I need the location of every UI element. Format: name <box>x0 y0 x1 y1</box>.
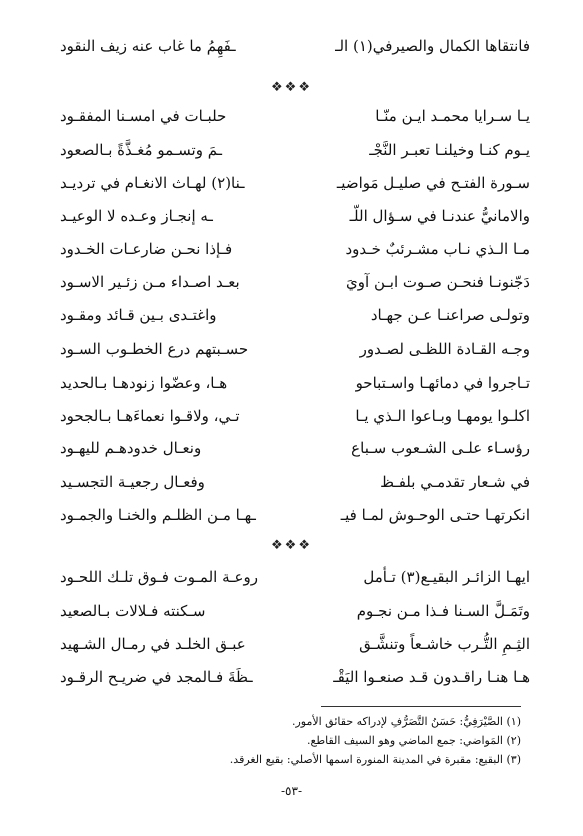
verse <box>60 564 530 590</box>
hemistich-right: فانتقاها الكمال والصيرفي(١) الـ <box>335 37 530 55</box>
hemistich-left: هـا، وعضّوا زنودهـا بـالحديد <box>60 374 228 392</box>
hemistich-right: مـا الـذي نـاب مشـرئبٌ خـدود <box>345 240 530 258</box>
verse <box>60 203 530 229</box>
verse <box>60 370 530 396</box>
verse <box>60 269 530 295</box>
verse <box>60 336 530 362</box>
verse <box>60 103 530 129</box>
footnote-rule <box>321 706 521 707</box>
hemistich-right: تـاجروا في دمائهـا واسـتباحو <box>355 374 530 392</box>
verse <box>60 302 530 328</box>
hemistich-right: وتَمَـلَّ السـنا فـذا مـن نجـوم <box>356 602 530 620</box>
hemistich-left: وفعـال رجعيـة التجسـيد <box>60 473 205 491</box>
hemistich-left: روعـة المـوت فـوق تلـك اللحـود <box>60 568 258 586</box>
verse <box>60 502 530 528</box>
verse <box>60 170 530 196</box>
verse <box>60 236 530 262</box>
hemistich-right: هـا هنـا راقـدون قـد صنعـوا اليَقْـ <box>333 668 530 686</box>
stanza-divider: ❖❖❖ <box>271 80 312 95</box>
hemistich-right: دَجّنونـا فنحـن صـوت ابـن آويَ <box>346 273 530 291</box>
hemistich-right: اكلـوا يومهـا وبـاعوا الـذي يـا <box>355 407 530 425</box>
hemistich-left: ـنا(٢) لهـاث الانغـام في ترديـد <box>60 174 245 192</box>
hemistich-right: سـورة الفتـح في صليـل مَواضيـ <box>336 174 530 192</box>
verse <box>60 469 530 495</box>
hemistich-right: في شـعار تقدمـي بلفـظ <box>380 473 530 491</box>
hemistich-right: والامانيُّ عندنـا في سـؤال اللّـ <box>349 207 530 225</box>
verse <box>60 435 530 461</box>
verse <box>60 664 530 690</box>
hemistich-left: حسـبتهم درع الخطـوب السـود <box>60 340 249 358</box>
footnote-2: (٢) المَواضي: جمع الماضي وهو السيف القاطع. <box>306 734 521 747</box>
hemistich-right: الثِـمِ التُّـرب خاشـعاً وتنشَّـق <box>359 635 530 653</box>
hemistich-right: يـوم كنـا وخيلنـا تعبـر النَّجْـ <box>369 141 530 159</box>
hemistich-left: تـي، ولاقـوا نعماءَهـا بـالجحود <box>60 407 240 425</box>
hemistich-left: سـكنته فـلالات بـالصعيد <box>60 602 206 620</box>
hemistich-right: ايهـا الزائـر البقيـع(٣) تـأمل <box>363 568 530 586</box>
page-number: -٥٣- <box>280 784 302 798</box>
verse-top <box>60 33 530 59</box>
footnote-3: (٣) البقيع: مقبرة في المدينة المنورة اسمها الأصلي: بقيع الغرقد. <box>229 753 521 766</box>
verse <box>60 631 530 657</box>
hemistich-left: فـإذا نحـن ضارعـات الخـدود <box>60 240 233 258</box>
hemistich-left: ـهـا مـن الظلـم والخنـا والجمـود <box>60 506 256 524</box>
hemistich-left: بعـد اصـداء مـن زئـير الاسـود <box>60 273 240 291</box>
hemistich-left: ـظَةَ فـالمجد في ضريـح الرقـود <box>60 668 253 686</box>
verse <box>60 403 530 429</box>
footnotes <box>51 712 521 769</box>
hemistich-left: ـه إنجـاز وعـده لا الوعيـد <box>60 207 213 225</box>
stanza-divider: ❖❖❖ <box>271 538 312 553</box>
footnote-1: (١) الصَّيْرَفِيُّ: حَسَنُ التَّصَرُّفِ لإدراكه حقائق الأمور. <box>291 715 521 728</box>
hemistich-right: وجـه القـادة اللظـى لصـدور <box>359 340 530 358</box>
hemistich-right: رؤسـاء علـى الشـعوب سـباع <box>351 439 530 457</box>
hemistich-right: يـا سـرايا محمـد ايـن منّـا <box>375 107 530 125</box>
hemistich-left: عبـق الخلـد في رمـال الشـهيد <box>60 635 246 653</box>
hemistich-left: حلبـات في امسـنا المفقـود <box>60 107 227 125</box>
hemistich-left: واغتـدى بـين قـائد ومقـود <box>60 306 217 324</box>
hemistich-left: ونعـال خدودهـم لليهـود <box>60 439 202 457</box>
hemistich-left: ـفَهِمُ ما غاب عنه زيف النقود <box>60 37 236 55</box>
hemistich-right: انكرتهـا حتـى الوحـوش لمـا فيـ <box>340 506 530 524</box>
hemistich-right: وتولـى صراعنـا عـن جهـاد <box>370 306 530 324</box>
hemistich-left: ـمَ وتسـمو مُغـذَّةً بـالصعود <box>60 141 223 159</box>
verse <box>60 598 530 624</box>
verse <box>60 137 530 163</box>
